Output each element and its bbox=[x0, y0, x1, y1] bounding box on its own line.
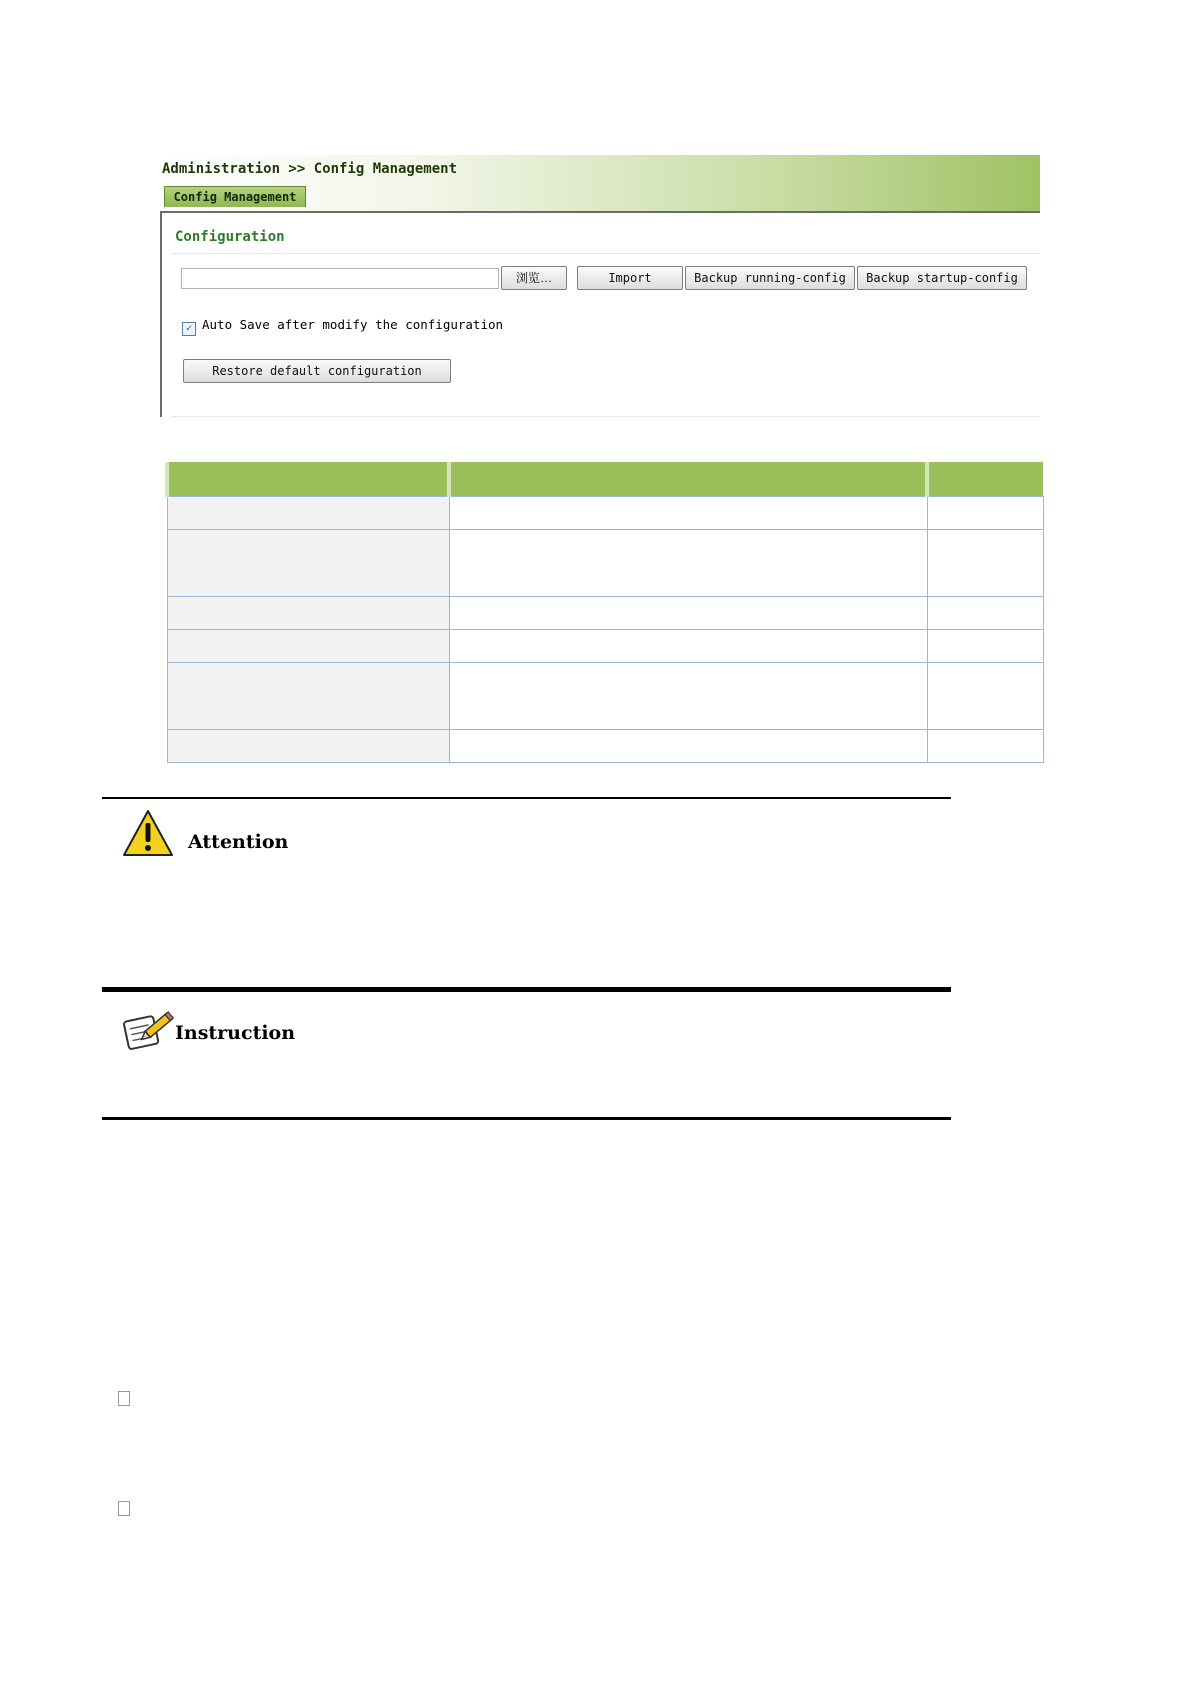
table-cell bbox=[167, 630, 449, 663]
config-file-input[interactable] bbox=[181, 268, 499, 289]
warning-icon bbox=[122, 808, 174, 858]
backup-running-config-button[interactable]: Backup running-config bbox=[685, 266, 855, 290]
table-row bbox=[167, 530, 1043, 597]
table-cell bbox=[927, 663, 1043, 730]
attention-label: Attention bbox=[188, 831, 289, 853]
table-cell bbox=[167, 597, 449, 630]
table-cell bbox=[449, 663, 927, 730]
table-cell bbox=[449, 597, 927, 630]
config-management-panel bbox=[160, 155, 1040, 417]
auto-save-label: Auto Save after modify the configuration bbox=[202, 317, 504, 332]
restore-default-button[interactable]: Restore default configuration bbox=[183, 359, 451, 383]
table-cell bbox=[449, 730, 927, 763]
table-header-cell bbox=[449, 462, 927, 497]
table-cell bbox=[927, 497, 1043, 530]
table-cell bbox=[167, 530, 449, 597]
bullet-placeholder bbox=[118, 1391, 130, 1406]
table-row bbox=[167, 730, 1043, 763]
auto-save-checkbox[interactable]: ✓ bbox=[182, 322, 196, 336]
backup-startup-config-button[interactable]: Backup startup-config bbox=[857, 266, 1027, 290]
browse-button[interactable]: 浏览… bbox=[501, 266, 567, 290]
table-cell bbox=[927, 597, 1043, 630]
instruction-top-rule bbox=[102, 987, 951, 992]
bottom-divider bbox=[172, 416, 1040, 417]
instruction-label: Instruction bbox=[175, 1022, 296, 1044]
table-cell bbox=[449, 497, 927, 530]
section-divider bbox=[172, 253, 1040, 254]
table-cell bbox=[927, 530, 1043, 597]
bullet-placeholder bbox=[118, 1501, 130, 1516]
table-cell bbox=[927, 730, 1043, 763]
instruction-bottom-rule bbox=[102, 1117, 951, 1120]
table-row bbox=[167, 663, 1043, 730]
table-row bbox=[167, 597, 1043, 630]
auto-save-row bbox=[182, 317, 503, 336]
table-header-row bbox=[167, 462, 1043, 497]
table-row bbox=[167, 630, 1043, 663]
table-cell bbox=[167, 497, 449, 530]
parameter-table bbox=[165, 462, 1044, 763]
table-cell bbox=[167, 663, 449, 730]
table-cell bbox=[449, 530, 927, 597]
header-bar bbox=[160, 155, 1040, 211]
configuration-section bbox=[160, 211, 1040, 417]
note-pencil-icon bbox=[122, 1006, 176, 1052]
attention-top-rule bbox=[102, 797, 951, 799]
breadcrumb: Administration >> Config Management bbox=[162, 161, 458, 177]
section-title: Configuration bbox=[175, 229, 285, 245]
table-cell bbox=[167, 730, 449, 763]
table-cell bbox=[927, 630, 1043, 663]
table-header-cell bbox=[927, 462, 1043, 497]
table-header-cell bbox=[167, 462, 449, 497]
import-button[interactable]: Import bbox=[577, 266, 683, 290]
table-row bbox=[167, 497, 1043, 530]
tab-config-management[interactable]: Config Management bbox=[164, 186, 306, 207]
table-cell bbox=[449, 630, 927, 663]
